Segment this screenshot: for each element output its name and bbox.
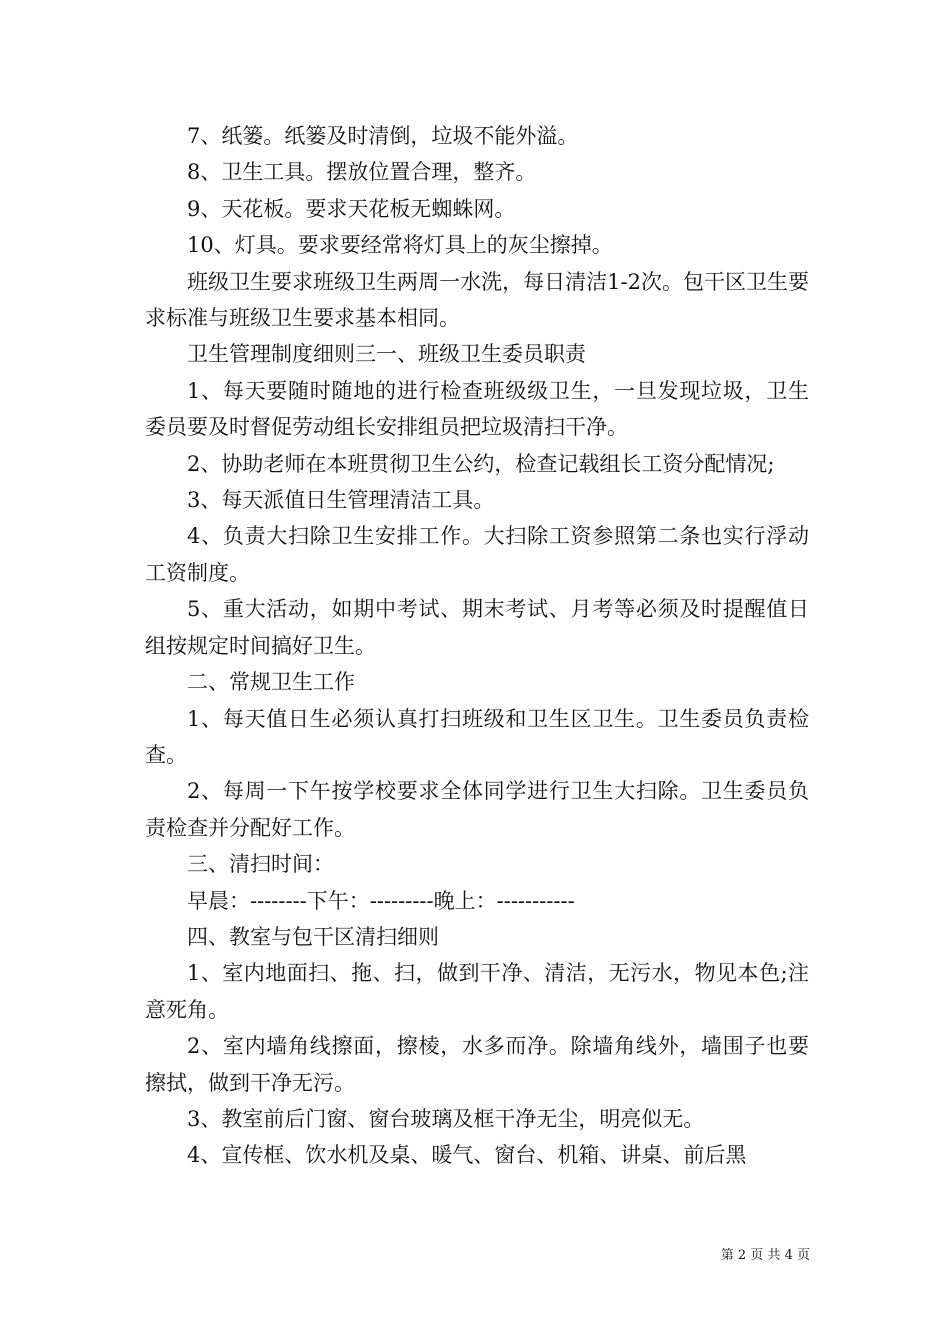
paragraph: 4、宣传框、饮水机及桌、暖气、窗台、机箱、讲桌、前后黑 (187, 1143, 747, 1168)
paragraph: 1、每天值日生必须认真打扫班级和卫生区卫生。卫生委员负责检查。 (145, 706, 809, 767)
paragraph: 班级卫生要求班级卫生两周一水洗，每日清洁1-2次。包干区卫生要求标准与班级卫生要求基本相同。 (145, 269, 809, 331)
paragraph: 9、天花板。要求天花板无蜘蛛网。 (187, 196, 516, 221)
paragraph: 2、每周一下午按学校要求全体同学进行卫生大扫除。卫生委员负责检查并分配好工作。 (145, 779, 809, 840)
page-number: 第 2 页 共 4 页 (720, 1248, 810, 1263)
section-heading: 四、教室与包干区清扫细则 (187, 924, 439, 949)
document-body (145, 118, 809, 1174)
section-heading: 二、常规卫生工作 (187, 670, 355, 695)
paragraph: 8、卫生工具。摆放位置合理，整齐。 (187, 160, 537, 185)
paragraph: 1、每天要随时随地的进行检查班级级卫生，一旦发现垃圾，卫生委员要及时督促劳动组长安排组员把垃圾清扫干净。 (145, 378, 809, 440)
paragraph: 2、室内墙角线擦面，擦棱，水多而净。除墙角线外，墙围子也要擦拭，做到干净无污。 (145, 1034, 809, 1095)
paragraph: 3、教室前后门窗、窗台玻璃及框干净无尘，明亮似无。 (187, 1106, 705, 1131)
paragraph: 3、每天派值日生管理清洁工具。 (187, 488, 495, 513)
paragraph: 1、室内地面扫、拖、扫，做到干净、清洁，无污水，物见本色;注意死角。 (145, 961, 809, 1022)
cleaning-times-line: 早晨：--------下午：---------晚上：----------- (187, 888, 575, 913)
paragraph: 10、灯具。要求要经常将灯具上的灰尘擦掉。 (187, 233, 613, 258)
paragraph: 5、重大活动，如期中考试、期末考试、月考等必须及时提醒值日组按规定时间搞好卫生。 (145, 597, 809, 658)
section-heading: 卫生管理制度细则三一、班级卫生委员职责 (187, 342, 586, 367)
section-heading: 三、清扫时间： (187, 852, 334, 877)
paragraph: 7、纸篓。纸篓及时清倒，垃圾不能外溢。 (187, 124, 579, 148)
paragraph: 4、负责大扫除卫生安排工作。大扫除工资参照第二条也实行浮动工资制度。 (145, 524, 809, 585)
paragraph: 2、协助老师在本班贯彻卫生公约，检查记载组长工资分配情况; (187, 451, 775, 476)
